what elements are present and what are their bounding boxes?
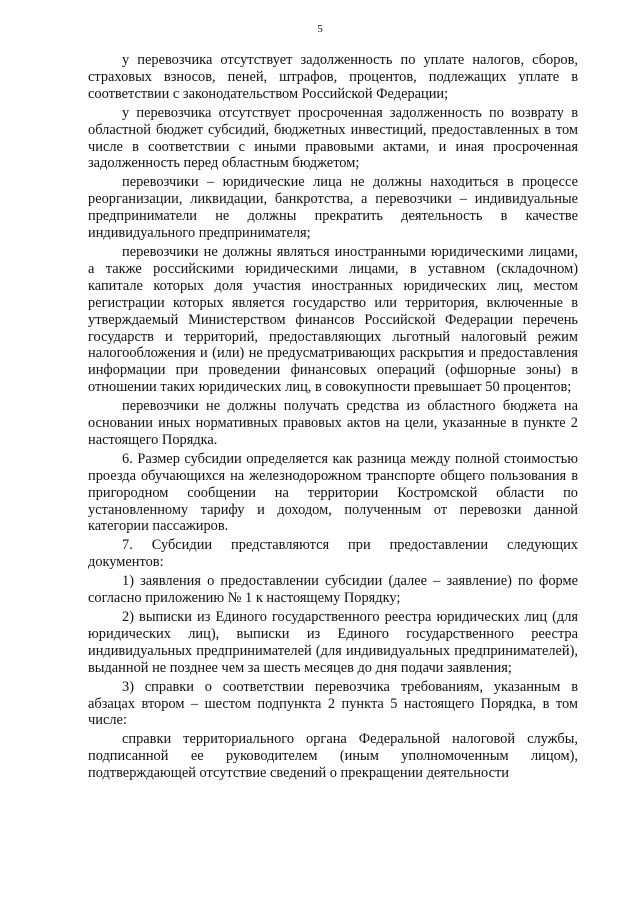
- paragraph-item-6: 6. Размер субсидии определяется как разница между полной стоимостью проезда обучающихся на железнодорожном транспорте общего пользования в пригородном сообщении на территории Костромской области по установленному тарифу и доходом, полученным от перевозки данной категории пассажиров.: [88, 450, 578, 535]
- page-number: 5: [317, 23, 323, 35]
- paragraph-budget-debt: у перевозчика отсутствует просроченная задолженность по возврату в областной бюджет субсидий, бюджетных инвестиций, предоставленных в том числе в соответствии с иными правовыми актами, и иная просроченная задолженность перед областным бюджетом;: [88, 104, 578, 172]
- paragraph-reorganization: перевозчики – юридические лица не должны находиться в процессе реорганизации, ликвидации, банкротства, а перевозчики – индивидуальные предприниматели не должны прекратить деятельность в качестве индивидуального предпринимателя;: [88, 174, 578, 242]
- paragraph-foreign-entities: перевозчики не должны являться иностранными юридическими лицами, а также российскими юридическими лицами, в уставном (складочном) капитале которых доля участия иностранных юридических лиц, местом регистрации которых является государство или территория, включенные в утверждаемый Министерством финансов Российской Федерации перечень государств и территорий, предоставляющих льготный налоговый режим налогообложения и (или) не предусматривающих раскрытия и предоставления информации при проведении финансовых операций (офшорные зоны) в отношении таких юридических лиц, в совокупности превышает 50 процентов;: [88, 243, 578, 396]
- paragraph-tax-service-certificate: справки территориального органа Федеральной налоговой службы, подписанной ее руководителем (иным уполномоченным лицом), подтверждающей отсутствие сведений о прекращении деятельности: [88, 731, 578, 782]
- paragraph-tax-debt: у перевозчика отсутствует задолженность по уплате налогов, сборов, страховых взносов, пеней, штрафов, процентов, подлежащих уплате в соответствии с законодательством Российской Федерации;: [88, 52, 578, 102]
- paragraph-subitem-1: 1) заявления о предоставлении субсидии (далее – заявление) по форме согласно приложению № 1 к настоящему Порядку;: [88, 573, 578, 607]
- paragraph-item-7: 7. Субсидии представляются при предоставлении следующих документов:: [88, 537, 578, 571]
- paragraph-subitem-2: 2) выписки из Единого государственного реестра юридических лиц (для юридических лиц), выписки из Единого государственного реестра индивидуальных предпринимателей (для индивидуальных предпринимателей), выданной не позднее чем за шесть месяцев до дня подачи заявления;: [88, 609, 578, 676]
- paragraph-subitem-3: 3) справки о соответствии перевозчика требованиям, указанным в абзацах втором – шестом подпункта 2 пункта 5 настоящего Порядка, в том числе:: [88, 678, 578, 729]
- document-body: [88, 52, 578, 784]
- paragraph-other-funds: перевозчики не должны получать средства из областного бюджета на основании иных нормативных правовых актов на цели, указанные в пункте 2 настоящего Порядка.: [88, 398, 578, 448]
